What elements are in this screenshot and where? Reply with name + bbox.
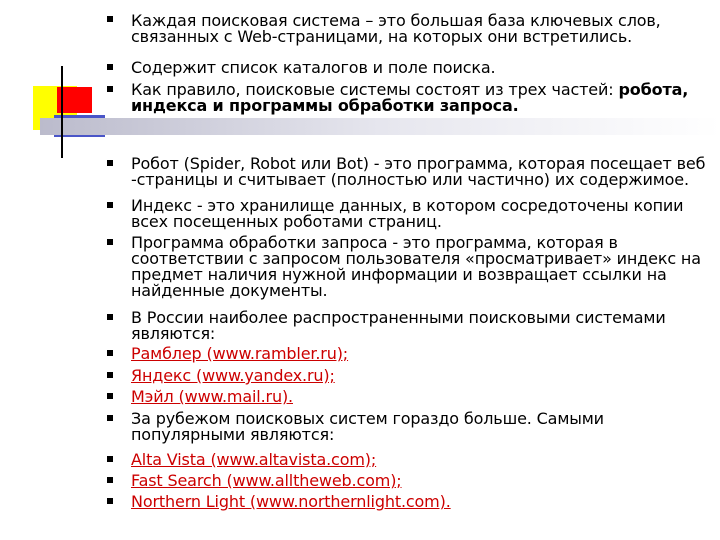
fastsearch-link[interactable]: Fast Search (www.alltheweb.com); (131, 471, 402, 490)
bullet-icon (107, 350, 113, 356)
item-text: В России наиболее распространенными поисковыми системами являются: (131, 308, 666, 343)
bullet-icon (107, 456, 113, 462)
bullet-icon (107, 239, 113, 245)
bullet-icon (107, 477, 113, 483)
item-text: Индекс - это хранилище данных, в котором сосредоточены копии всех посещенных роботами страниц. (131, 196, 684, 231)
bullet-icon (107, 86, 113, 92)
northernlight-link[interactable]: Northern Light (www.northernlight.com). (131, 492, 451, 511)
bullet-icon (107, 498, 113, 504)
item-text-plain: Как правило, поисковые системы состоят из трех частей: (131, 80, 619, 99)
bullet-icon (107, 64, 113, 70)
altavista-link[interactable]: Alta Vista (www.altavista.com); (131, 450, 377, 469)
rambler-link[interactable]: Рамблер (www.rambler.ru); (131, 344, 349, 363)
bullet-icon (107, 372, 113, 378)
decor-horizontal-bar (40, 118, 720, 135)
yandex-link[interactable]: Яндекс (www.yandex.ru); (131, 366, 335, 385)
bullet-icon (107, 16, 113, 22)
bullet-icon (107, 415, 113, 421)
item-text: Каждая поисковая система – это большая база ключевых слов, связанных с Web-страницами, на которых они встретились. (131, 11, 661, 46)
item-text-bold: робота, индекса и программы обработки запроса. (131, 80, 689, 115)
item-text: Робот (Spider, Robot или Bot) - это программа, которая посещает веб -страницы и считывает (полностью или частично) их содержимое. (131, 154, 706, 189)
item-text: За рубежом поисковых систем гораздо больше. Самыми популярными являются: (131, 409, 604, 444)
bullet-icon (107, 160, 113, 166)
bullet-icon (107, 393, 113, 399)
item-text: Содержит список каталогов и поле поиска. (131, 58, 496, 77)
bullet-icon (107, 202, 113, 208)
decor-vertical-line (61, 66, 63, 158)
item-text (131, 82, 716, 114)
item-text: Программа обработки запроса - это программа, которая в соответствии с запросом пользователя «просматривает» индекс на предмет наличия нужной информации и возвращает ссылки на найденные документы. (131, 233, 701, 300)
bullet-icon (107, 314, 113, 320)
mail-link[interactable]: Мэйл (www.mail.ru). (131, 387, 293, 406)
